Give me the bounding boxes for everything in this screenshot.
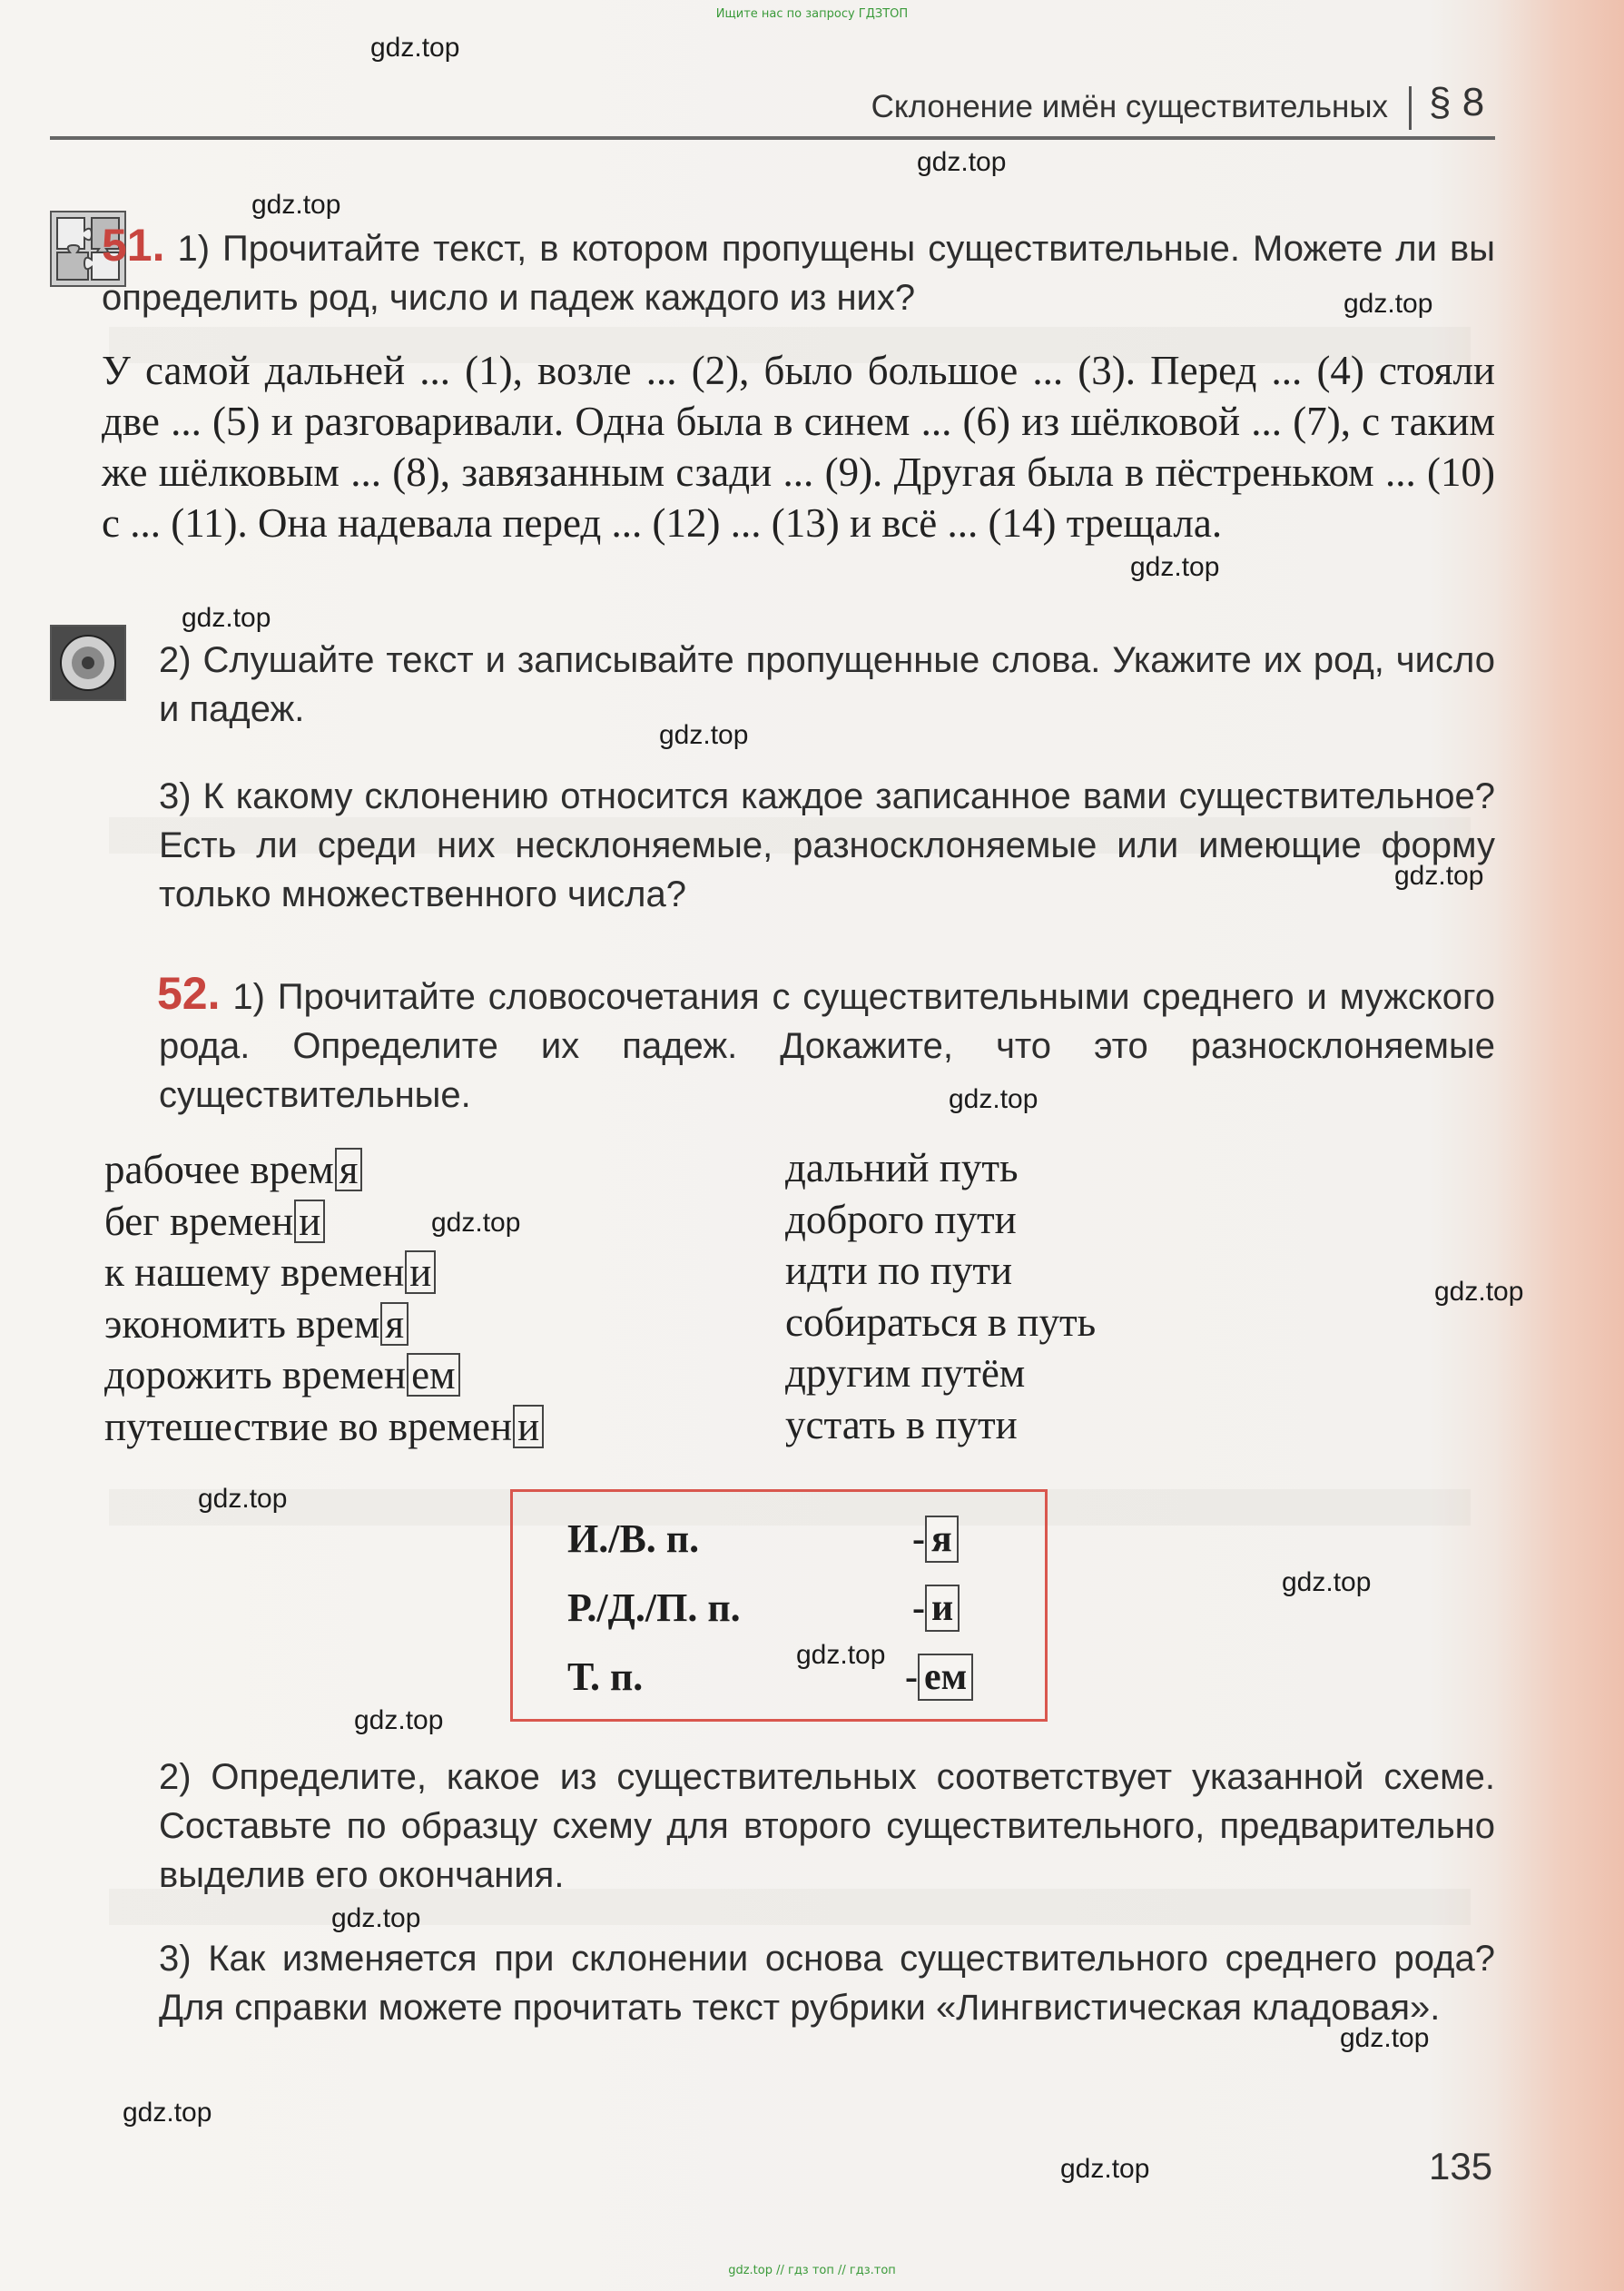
ex51-text: У самой дальней ... (1), возле ... (2), было большое ... (3). Перед ... (4) стояли две ... (5) и разговаривали. Одна была в синем ... (6) из шёлковой ... (7), с таким же шёлковым ... (8), завязанным сзади ... (9). Другая была в пёстреньком ... (10) с ... (11). Она надевала перед ... (12) ... (13) и всё ... (14) трещала.	[102, 348, 1495, 546]
ending-box: я	[380, 1302, 408, 1346]
ex51-task3: 3) К какому склонению относится каждое записанное вами существительное? Есть ли среди них несклоняемые, разносклоняемые или имеющие форму только множественного числа?	[159, 776, 1495, 914]
scheme-ending: - ем	[905, 1654, 973, 1701]
list-item: путешествие во времен и	[104, 1401, 544, 1453]
bottom-note: gdz.top // гдз топ // гдз.топ	[728, 2264, 896, 2277]
watermark: gdz.top	[1282, 1567, 1372, 1597]
ex52-left-list	[104, 1144, 544, 1452]
scheme-ending: - я	[912, 1516, 959, 1563]
watermark: gdz.top	[1343, 289, 1433, 319]
ex52-task1-text: 1) Прочитайте словосочетания с существительными среднего и мужского рода. Определите их падеж. Докажите, что это разносклоняемые существительные.	[159, 977, 1495, 1115]
watermark: gdz.top	[182, 603, 271, 633]
list-item: собираться в путь	[785, 1299, 1097, 1345]
list-item: к нашему времен и	[104, 1247, 544, 1299]
watermark: gdz.top	[370, 33, 460, 63]
header-title: Склонение имён существительных	[871, 89, 1388, 124]
top-note: Ищите нас по запросу ГДЗТОП	[715, 7, 909, 21]
watermark: gdz.top	[1130, 552, 1220, 582]
ex52-task1	[159, 969, 1495, 1120]
scheme-case: И./В. п.	[567, 1516, 700, 1561]
scheme-case: Т. п.	[567, 1654, 644, 1699]
header-section: § 8	[1429, 80, 1485, 124]
list-item: экономить врем я	[104, 1299, 544, 1350]
ex51-task1-text: 1) Прочитайте текст, в котором пропущены существительные. Можете ли вы определить род, число и падеж каждого из них?	[102, 229, 1495, 318]
list-item: идти по пути	[785, 1248, 1013, 1293]
watermark: gdz.top	[431, 1208, 521, 1238]
ending-box: и	[405, 1250, 436, 1294]
list-item: другим путём	[785, 1350, 1026, 1396]
list-item: рабочее врем я	[104, 1144, 544, 1196]
ending-box: ем	[407, 1353, 459, 1397]
list-item: дальний путь	[785, 1145, 1019, 1190]
ex52-right-list	[785, 1142, 1096, 1450]
disc-icon	[50, 625, 126, 701]
watermark: gdz.top	[331, 1903, 421, 1933]
list-item: устать в пути	[785, 1401, 1018, 1447]
ex52-task3: 3) Как изменяется при склонении основа существительного среднего рода? Для справки можете прочитать текст рубрики «Лингвистическая кладовая».	[159, 1939, 1495, 2028]
list-item: доброго пути	[785, 1196, 1017, 1242]
scheme-case: Р./Д./П. п.	[567, 1585, 741, 1630]
ex51-task2: 2) Слушайте текст и записывайте пропущенные слова. Укажите их род, число и падеж.	[159, 640, 1495, 729]
watermark: gdz.top	[917, 147, 1007, 177]
list-item: дорожить времен ем	[104, 1349, 544, 1401]
watermark: gdz.top	[251, 190, 341, 220]
watermark: gdz.top	[354, 1705, 444, 1735]
header-separator	[1409, 86, 1412, 130]
watermark: gdz.top	[1394, 861, 1484, 891]
page-number: 135	[1429, 2145, 1493, 2187]
ending-box: и	[513, 1405, 544, 1448]
watermark: gdz.top	[659, 720, 749, 750]
watermark: gdz.top	[1340, 2023, 1430, 2053]
watermark: gdz.top	[949, 1084, 1038, 1114]
scheme-ending: - и	[912, 1585, 960, 1632]
watermark: gdz.top	[123, 2098, 212, 2128]
declension-scheme	[510, 1489, 1048, 1722]
ending-box: я	[335, 1148, 363, 1191]
header-rule	[50, 136, 1495, 140]
ending-box: и	[294, 1200, 325, 1243]
ex52-number: 52.	[157, 968, 221, 1019]
ex51-task1	[102, 221, 1495, 322]
ex52-task2: 2) Определите, какое из существительных соответствует указанной схеме. Составьте по образцу схему для второго существительного, предварительно выделив его окончания.	[159, 1757, 1495, 1895]
list-item: бег времен и	[104, 1196, 544, 1248]
watermark: gdz.top	[796, 1640, 886, 1670]
ex51-number: 51.	[102, 220, 165, 271]
watermark: gdz.top	[198, 1484, 288, 1514]
watermark: gdz.top	[1434, 1277, 1524, 1307]
watermark: gdz.top	[1060, 2154, 1150, 2184]
